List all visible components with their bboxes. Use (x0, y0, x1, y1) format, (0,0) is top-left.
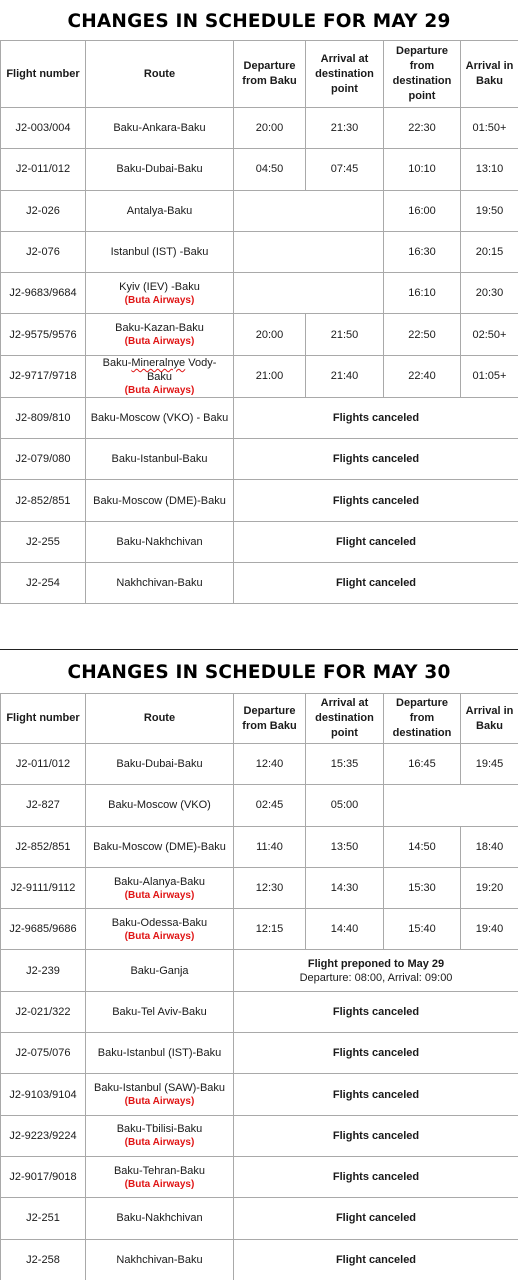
flight-number: J2-079/080 (1, 439, 86, 480)
route: Baku-Dubai-Baku (86, 744, 234, 785)
table-row (1, 826, 518, 867)
route: Baku-Moscow (VKO) (86, 785, 234, 826)
header-arrival-in-baku: Arrival in Baku (461, 41, 518, 108)
route: Baku-Tehran-Baku (113, 1164, 206, 1177)
departure-destination-time: 22:40 (384, 355, 461, 397)
table-row (1, 1156, 518, 1197)
flight-number: J2-9575/9576 (1, 314, 86, 355)
flight-number: J2-026 (1, 190, 86, 231)
route: Antalya-Baku (86, 190, 234, 231)
schedule-may-29-section (0, 0, 518, 604)
departure-time: 02:45 (234, 785, 306, 826)
table-row (1, 521, 518, 562)
airline-label: (Buta Airways) (124, 294, 195, 306)
departure-time: 20:00 (234, 108, 306, 149)
airline-label: (Buta Airways) (124, 1137, 195, 1149)
route: Baku-Dubai-Baku (86, 149, 234, 190)
departure-time: 12:15 (234, 909, 306, 950)
route: Baku-Moscow (VKO) - Baku (86, 397, 234, 438)
route-part: Mineralnye (131, 356, 186, 369)
table-row (1, 991, 518, 1032)
airline-label: (Buta Airways) (124, 889, 195, 901)
airline-label: (Buta Airways) (124, 1178, 195, 1190)
departure-destination-time: 10:10 (384, 149, 461, 190)
arrival-baku-time: 20:30 (461, 273, 518, 314)
route-part: Baku (146, 370, 173, 383)
table-row (1, 231, 518, 272)
table-row (1, 1033, 518, 1074)
departure-destination-time: 16:00 (384, 190, 461, 231)
status-text: Flight canceled (234, 562, 518, 603)
header-departure-from-destination: Departure from destination point (384, 41, 461, 108)
flight-number: J2-258 (1, 1239, 86, 1280)
header-arrival-at-destination: Arrival at destination point (306, 694, 384, 744)
table-row (1, 439, 518, 480)
status-text: Flights canceled (234, 439, 518, 480)
route-cell (86, 1074, 234, 1115)
schedule-table (0, 693, 518, 1280)
departure-destination-time: 15:30 (384, 867, 461, 908)
flight-number: J2-021/322 (1, 991, 86, 1032)
route-cell (86, 355, 234, 397)
route-part: Baku- (102, 356, 132, 369)
flight-number: J2-852/851 (1, 480, 86, 521)
empty-cell (234, 190, 384, 231)
table-row (1, 190, 518, 231)
arrival-destination-time: 14:40 (306, 909, 384, 950)
schedule-may-30-section (0, 649, 518, 1280)
flight-number: J2-255 (1, 521, 86, 562)
flight-number: J2-827 (1, 785, 86, 826)
flight-number: J2-251 (1, 1198, 86, 1239)
route-cell (86, 273, 234, 314)
departure-destination-time: 16:45 (384, 744, 461, 785)
arrival-baku-time: 18:40 (461, 826, 518, 867)
status-text: Flights canceled (234, 1156, 518, 1197)
arrival-baku-time: 02:50+ (461, 314, 518, 355)
departure-time: 11:40 (234, 826, 306, 867)
route-cell (86, 867, 234, 908)
flight-number: J2-9017/9018 (1, 1156, 86, 1197)
table-row (1, 950, 518, 991)
header-flight-number: Flight number (1, 694, 86, 744)
airline-label: (Buta Airways) (124, 384, 195, 396)
table-row (1, 314, 518, 355)
header-arrival-at-destination: Arrival at destination point (306, 41, 384, 108)
arrival-baku-time: 13:10 (461, 149, 518, 190)
arrival-destination-time: 14:30 (306, 867, 384, 908)
empty-cell (384, 785, 518, 826)
airline-label: (Buta Airways) (124, 1096, 195, 1108)
empty-cell (234, 273, 384, 314)
arrival-baku-time: 19:20 (461, 867, 518, 908)
route-cell (86, 1115, 234, 1156)
header-route: Route (86, 41, 234, 108)
table-row (1, 562, 518, 603)
flight-number: J2-9685/9686 (1, 909, 86, 950)
route: Baku-Kazan-Baku (115, 322, 204, 335)
table-row (1, 867, 518, 908)
header-arrival-in-baku: Arrival in Baku (461, 694, 518, 744)
status-text: Flight canceled (234, 521, 518, 562)
route: Nakhchivan-Baku (86, 562, 234, 603)
departure-time: 04:50 (234, 149, 306, 190)
status-text: Flight canceled (234, 1239, 518, 1280)
departure-time: 12:30 (234, 867, 306, 908)
table-row (1, 355, 518, 397)
flight-number: J2-076 (1, 231, 86, 272)
table-row (1, 909, 518, 950)
route: Baku-Ankara-Baku (86, 108, 234, 149)
table-row (1, 149, 518, 190)
flight-number: J2-852/851 (1, 826, 86, 867)
arrival-baku-time: 19:45 (461, 744, 518, 785)
route: Baku-Moscow (DME)-Baku (86, 826, 234, 867)
route-cell (86, 909, 234, 950)
flight-number: J2-9223/9224 (1, 1115, 86, 1156)
route: Baku-Odessa-Baku (111, 916, 208, 929)
status-cell (234, 950, 518, 991)
table-row (1, 108, 518, 149)
arrival-baku-time: 01:50+ (461, 108, 518, 149)
table-row (1, 1074, 518, 1115)
arrival-destination-time: 13:50 (306, 826, 384, 867)
table-row (1, 1198, 518, 1239)
status-text: Flight canceled (234, 1198, 518, 1239)
flight-number: J2-9683/9684 (1, 273, 86, 314)
table-header-row (1, 694, 518, 744)
status-text: Flights canceled (234, 991, 518, 1032)
table-row (1, 397, 518, 438)
arrival-destination-time: 21:50 (306, 314, 384, 355)
status-text: Flights canceled (234, 1033, 518, 1074)
route: Baku-Nakhchivan (86, 1198, 234, 1239)
route (88, 356, 231, 384)
flight-number: J2-9111/9112 (1, 867, 86, 908)
arrival-baku-time: 19:50 (461, 190, 518, 231)
status-text: Flights canceled (234, 480, 518, 521)
status-text: Flights canceled (234, 1074, 518, 1115)
route: Baku-Ganja (86, 950, 234, 991)
arrival-baku-time: 20:15 (461, 231, 518, 272)
route: Baku-Alanya-Baku (113, 875, 206, 888)
header-flight-number: Flight number (1, 41, 86, 108)
departure-destination-time: 22:50 (384, 314, 461, 355)
departure-destination-time: 16:10 (384, 273, 461, 314)
route: Baku-Nakhchivan (86, 521, 234, 562)
empty-cell (234, 231, 384, 272)
arrival-destination-time: 07:45 (306, 149, 384, 190)
arrival-baku-time: 01:05+ (461, 355, 518, 397)
schedule-table (0, 40, 518, 604)
header-departure-from-baku: Departure from Baku (234, 41, 306, 108)
route: Baku-Istanbul (IST)-Baku (86, 1033, 234, 1074)
header-route: Route (86, 694, 234, 744)
status-text: Flights canceled (234, 397, 518, 438)
table-header-row (1, 41, 518, 108)
flight-number: J2-239 (1, 950, 86, 991)
route: Baku-Moscow (DME)-Baku (86, 480, 234, 521)
route-cell (86, 314, 234, 355)
route: Istanbul (IST) -Baku (86, 231, 234, 272)
airline-label: (Buta Airways) (124, 336, 195, 348)
arrival-destination-time: 21:30 (306, 108, 384, 149)
flight-number: J2-809/810 (1, 397, 86, 438)
arrival-destination-time: 21:40 (306, 355, 384, 397)
route: Baku-Tbilisi-Baku (116, 1123, 203, 1136)
table-row (1, 785, 518, 826)
route-cell (86, 1156, 234, 1197)
route-part: Vody- (185, 356, 217, 369)
flight-number: J2-003/004 (1, 108, 86, 149)
status-text: Flight preponed to May 29 (307, 957, 445, 970)
flight-number: J2-254 (1, 562, 86, 603)
flight-number: J2-9103/9104 (1, 1074, 86, 1115)
page-title: CHANGES IN SCHEDULE FOR MAY 29 (67, 11, 451, 32)
flight-number: J2-011/012 (1, 744, 86, 785)
arrival-baku-time: 19:40 (461, 909, 518, 950)
departure-destination-time: 22:30 (384, 108, 461, 149)
departure-destination-time: 14:50 (384, 826, 461, 867)
departure-time: 21:00 (234, 355, 306, 397)
status-note: Departure: 08:00, Arrival: 09:00 (299, 971, 453, 984)
status-text: Flights canceled (234, 1115, 518, 1156)
table-row (1, 273, 518, 314)
page-title: CHANGES IN SCHEDULE FOR MAY 30 (67, 662, 451, 683)
departure-time: 12:40 (234, 744, 306, 785)
route: Baku-Istanbul-Baku (86, 439, 234, 480)
table-row (1, 744, 518, 785)
header-departure-from-destination: Departure from destination (384, 694, 461, 744)
airline-label: (Buta Airways) (124, 930, 195, 942)
flight-number: J2-9717/9718 (1, 355, 86, 397)
arrival-destination-time: 15:35 (306, 744, 384, 785)
flight-number: J2-011/012 (1, 149, 86, 190)
header-departure-from-baku: Departure from Baku (234, 694, 306, 744)
table-row (1, 1239, 518, 1280)
table-row (1, 1115, 518, 1156)
departure-destination-time: 15:40 (384, 909, 461, 950)
departure-destination-time: 16:30 (384, 231, 461, 272)
flight-number: J2-075/076 (1, 1033, 86, 1074)
route: Baku-Tel Aviv-Baku (86, 991, 234, 1032)
route: Baku-Istanbul (SAW)-Baku (93, 1082, 226, 1095)
departure-time: 20:00 (234, 314, 306, 355)
table-row (1, 480, 518, 521)
route: Nakhchivan-Baku (86, 1239, 234, 1280)
route: Kyiv (IEV) -Baku (119, 280, 200, 293)
arrival-destination-time: 05:00 (306, 785, 384, 826)
